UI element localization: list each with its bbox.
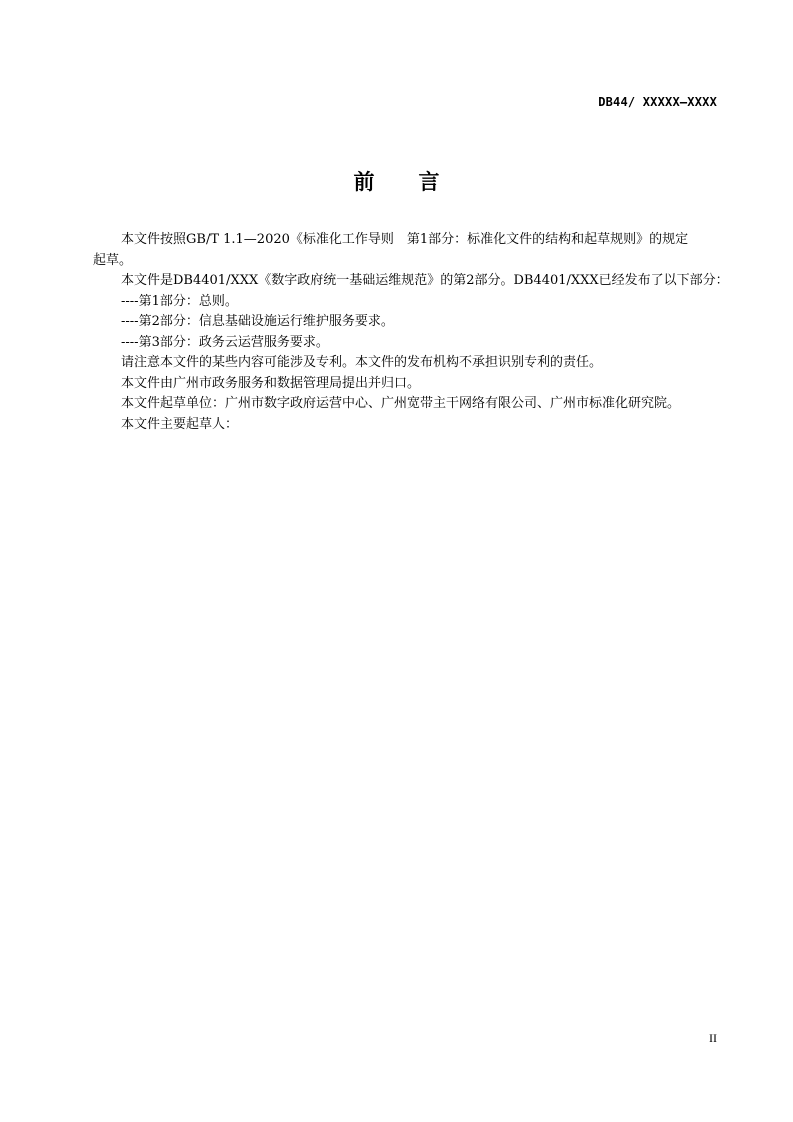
title-char-1: 前 — [353, 170, 375, 194]
paragraph-part-statement: 本文件是DB4401/XXX《数字政府统一基础运维规范》的第2部分。DB4401/XXX已经发布了以下部分： — [121, 273, 729, 288]
paragraph-drafting-basis-cont: 起草。 — [93, 252, 133, 268]
list-item-part-2: ----第2部分：信息基础设施运行维护服务要求。 — [121, 314, 394, 329]
paragraph-drafting-basis: 本文件按照GB/T 1.1—2020《标准化工作导则 第1部分：标准化文件的结构和起草规则》的规定 — [121, 232, 689, 247]
paragraph-main-drafters: 本文件主要起草人： — [121, 416, 239, 432]
title-char-2: 言 — [418, 170, 440, 194]
list-item-part-3: ----第3部分：政务云运营服务要求。 — [121, 334, 329, 350]
document-code: DB44/ XXXXX—XXXX — [598, 95, 717, 109]
list-item-part-1: ----第1部分：总则。 — [121, 293, 238, 309]
paragraph-drafting-units: 本文件起草单位：广州市数字政府运营中心、广州宽带主干网络有限公司、广州市标准化研究院。 — [121, 396, 681, 411]
foreword-body — [93, 230, 729, 435]
page-title — [0, 166, 793, 196]
paragraph-proposer: 本文件由广州市政务服务和数据管理局提出并归口。 — [121, 375, 421, 391]
paragraph-patent-notice: 请注意本文件的某些内容可能涉及专利。本文件的发布机构不承担识别专利的责任。 — [121, 355, 603, 370]
page-number: II — [709, 1031, 717, 1045]
